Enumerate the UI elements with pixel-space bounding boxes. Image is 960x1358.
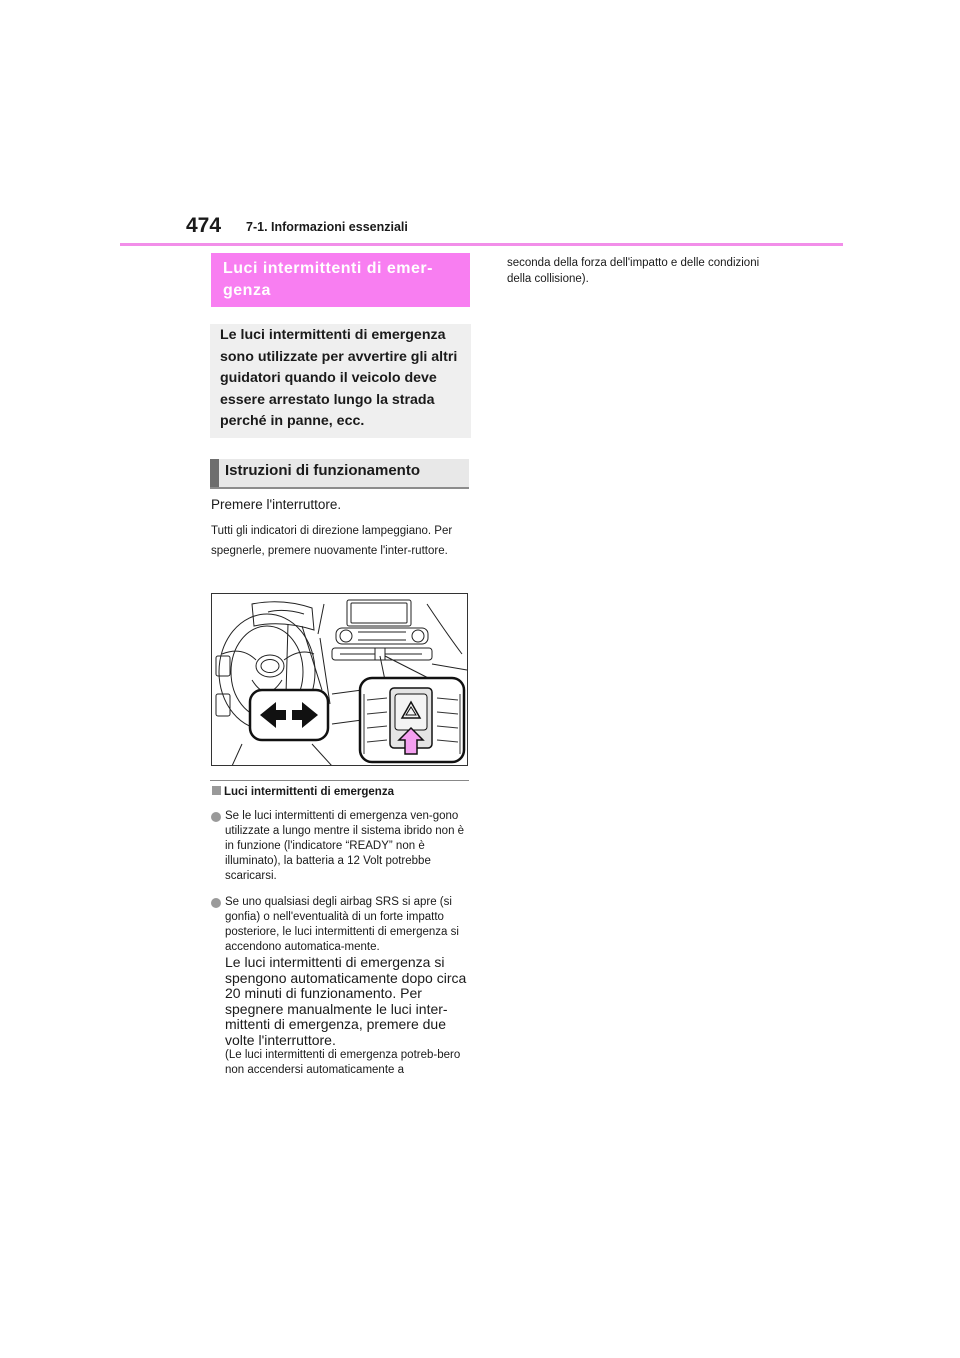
bullet-dot-icon — [211, 898, 221, 908]
dashboard-drawing — [212, 594, 468, 766]
summary-box — [210, 324, 471, 438]
note-bullet — [211, 809, 469, 884]
step-instruction: Premere l'interruttore. — [211, 497, 342, 512]
summary-text: Le luci intermittenti di emergenza sono utilizzate per avvertire gli altri guidatori quando il veicolo deve essere arrestato lungo la strada perché in panne, ecc. — [220, 327, 458, 429]
note-bullet-text: (Le luci intermittenti di emergenza potreb-bero non accendersi automaticamente a — [225, 1049, 461, 1076]
section-title: Luci intermittenti di emer-genza — [223, 260, 433, 299]
note-heading-text: Luci intermittenti di emergenza — [224, 786, 394, 798]
subsection-heading — [210, 459, 469, 489]
heading-bar — [210, 459, 219, 487]
page-number: 474 — [186, 214, 222, 237]
section-title-box — [211, 253, 470, 307]
note-bullet-emphasis: Le luci intermittenti di emergenza si spengono automaticamente dopo circa 20 minuti di funzionamento. Per spegnere manualmente le luci inter-mittenti di emergenza, premere due volte l'interruttore. — [225, 954, 467, 1048]
header-rule — [120, 243, 843, 246]
square-bullet-icon — [212, 786, 221, 795]
subsection-title: Istruzioni di funzionamento — [225, 462, 420, 479]
note-divider — [210, 780, 469, 781]
section-path: 7-1. Informazioni essenziali — [246, 220, 408, 234]
note-heading — [212, 786, 394, 798]
step-description: Tutti gli indicatori di direzione lampeggiano. Per spegnerle, premere nuovamente l'inter-ruttore. — [211, 525, 453, 557]
note-bullet-text: Se uno qualsiasi degli airbag SRS si apre (si gonfia) o nell'eventualità di un forte impatto posteriore, le luci intermittenti di emergenza si accendono automatica-mente. — [225, 896, 459, 953]
note-bullet — [211, 895, 469, 1078]
continuation-text: seconda della forza dell'impatto e delle condizioni della collisione). — [507, 257, 760, 285]
note-bullet-body — [225, 895, 469, 1078]
dashboard-illustration — [211, 593, 468, 766]
bullet-dot-icon — [211, 812, 221, 822]
note-bullet-text: Se le luci intermittenti di emergenza ven-gono utilizzate a lungo mentre il sistema ibrido non è in funzione (l'indicatore “READY” non è illuminato), la batteria a 12 Volt potrebbe scaricarsi. — [225, 810, 465, 882]
